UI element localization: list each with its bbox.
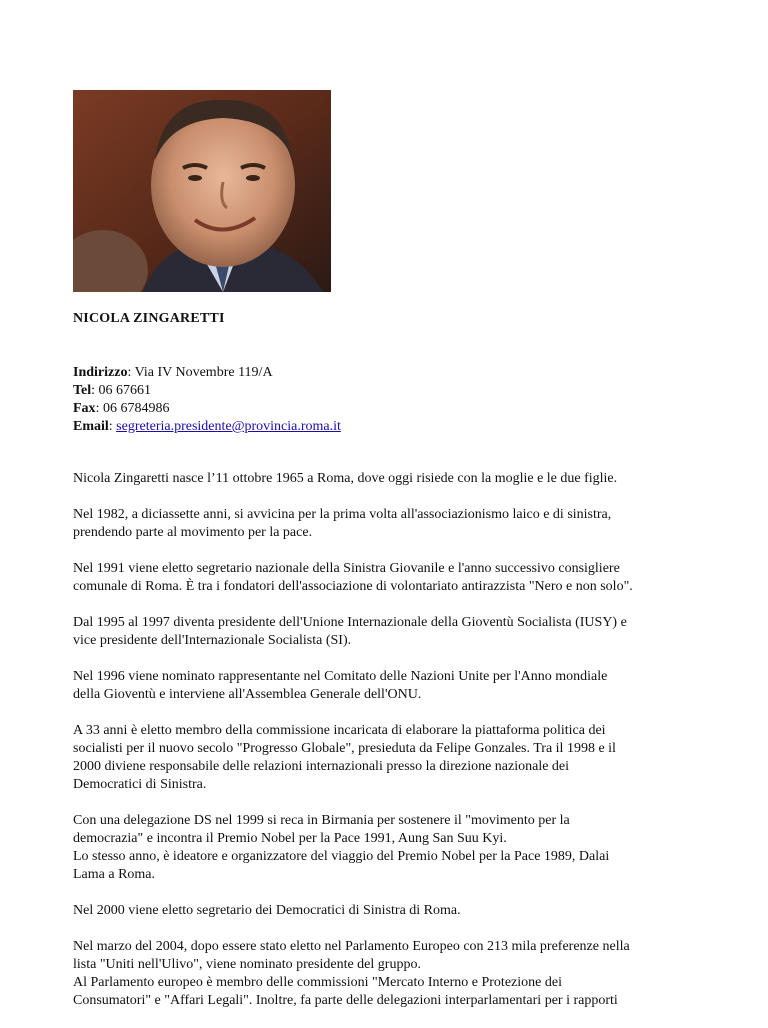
bio-paragraph: Nel 1982, a diciassette anni, si avvicina per la prima volta all'associazionismo laico e di sinistra, prendendo parte al movimento per la pace. [73, 507, 612, 540]
bio-paragraph: Nel marzo del 2004, dopo essere stato eletto nel Parlamento Europeo con 213 mila preferenze nella lista "Uniti nell'Ulivo", viene nominato presidente del gruppo. Al Parlamento europeo è membro delle commissioni "Mercato Interno e Protezione dei Consumatori" e "Affari Legali". Inoltre, fa parte delle delegazioni interparlamentari per i rapporti [73, 939, 630, 1008]
bio-paragraph: Nel 1996 viene nominato rappresentante nel Comitato delle Nazioni Unite per l'Anno mondiale della Gioventù e interviene all'Assemblea Generale dell'ONU. [73, 669, 608, 702]
biography [73, 470, 713, 1010]
bio-paragraph: Con una delegazione DS nel 1999 si reca in Birmania per sostenere il "movimento per la democrazia" e incontra il Premio Nobel per la Pace 1991, Aung San Suu Kyi. Lo stesso anno, è ideatore e organizzatore del viaggio del Premio Nobel per la Pace 1989, Dalai Lama a Roma. [73, 813, 610, 882]
contact-block [73, 364, 713, 436]
tel-row: Tel: 06 67661 [73, 383, 152, 398]
address-label: Indirizzo [73, 365, 128, 380]
portrait-photo [73, 90, 331, 292]
bio-paragraph: Nicola Zingaretti nasce l’11 ottobre 1965 a Roma, dove oggi risiede con la moglie e le due figlie. [73, 471, 618, 486]
bio-paragraph: Nel 1991 viene eletto segretario nazionale della Sinistra Giovanile e l'anno successivo consigliere comunale di Roma. È tra i fondatori dell'associazione di volontariato antirazzista "Nero e non solo". [73, 561, 633, 594]
address-row: Indirizzo: Via IV Novembre 119/A [73, 365, 273, 380]
bio-paragraph: A 33 anni è eletto membro della commissione incaricata di elaborare la piattaforma politica dei socialisti per il nuovo secolo "Progresso Globale", presieduta da Felipe Gonzales. Tra il 1998 e il 2000 diviene responsabile delle relazioni internazionali presso la direzione nazionale dei Democratici di Sinistra. [73, 723, 616, 792]
email-row: Email: segreteria.presidente@provincia.roma.it [73, 419, 341, 434]
email-link[interactable]: segreteria.presidente@provincia.roma.it [116, 419, 341, 434]
fax-label: Fax [73, 401, 96, 416]
tel-value: 06 67661 [98, 383, 152, 398]
tel-label: Tel [73, 383, 92, 398]
fax-row: Fax: 06 6784986 [73, 401, 170, 416]
bio-paragraph: Nel 2000 viene eletto segretario dei Democratici di Sinistra di Roma. [73, 903, 461, 918]
fax-value: 06 6784986 [102, 401, 170, 416]
document-page [73, 90, 713, 1028]
bio-paragraph: Dal 1995 al 1997 diventa presidente dell'Unione Internazionale della Gioventù Socialista (IUSY) e vice presidente dell'Internazionale Socialista (SI). [73, 615, 627, 648]
address-value: Via IV Novembre 119/A [134, 365, 273, 380]
email-label: Email [73, 419, 109, 434]
person-name: NICOLA ZINGARETTI [73, 311, 225, 326]
